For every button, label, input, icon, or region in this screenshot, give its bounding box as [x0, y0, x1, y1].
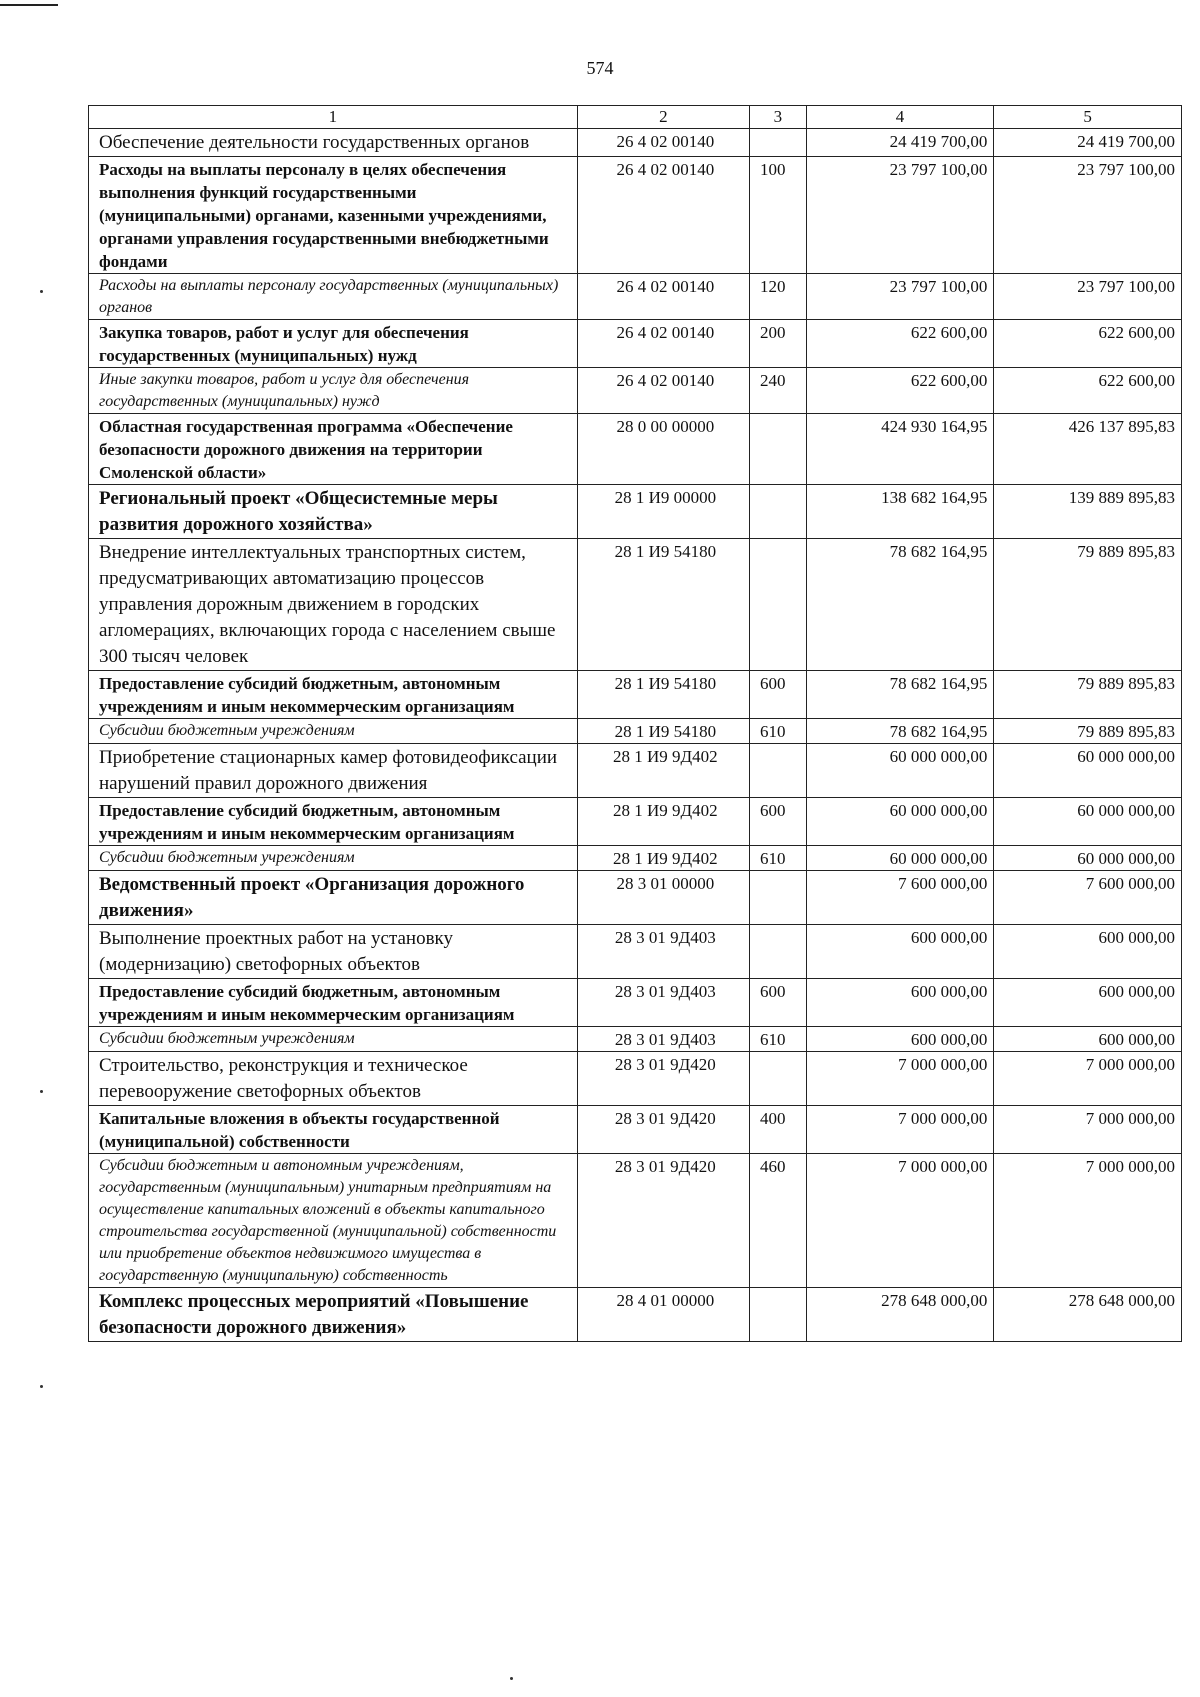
expense-type-cell: 400	[750, 1106, 807, 1154]
table-row	[89, 274, 1182, 320]
amount-year1-cell: 78 682 164,95	[806, 539, 994, 671]
table-row	[89, 798, 1182, 846]
amount-year1-cell: 138 682 164,95	[806, 485, 994, 539]
amount-year1-cell: 60 000 000,00	[806, 846, 994, 871]
amount-year1-cell: 278 648 000,00	[806, 1288, 994, 1342]
table-row	[89, 846, 1182, 871]
budget-table	[88, 105, 1182, 1342]
expense-type-cell	[750, 414, 807, 485]
target-code-cell: 28 1 И9 9Д402	[577, 744, 749, 798]
row-name-cell: Областная государственная программа «Обеспечение безопасности дорожного движения на территории Смоленской области»	[89, 414, 578, 485]
row-name-cell: Выполнение проектных работ на установку (модернизацию) светофорных объектов	[89, 925, 578, 979]
target-code-cell: 28 1 И9 9Д402	[577, 798, 749, 846]
target-code-cell: 26 4 02 00140	[577, 157, 749, 274]
scan-speck	[40, 1090, 43, 1093]
table-row	[89, 414, 1182, 485]
target-code-cell: 28 0 00 00000	[577, 414, 749, 485]
table-row	[89, 1106, 1182, 1154]
target-code-cell: 28 1 И9 00000	[577, 485, 749, 539]
row-name-cell: Строительство, реконструкция и техническое перевооружение светофорных объектов	[89, 1052, 578, 1106]
amount-year1-cell: 600 000,00	[806, 1027, 994, 1052]
amount-year2-cell: 278 648 000,00	[994, 1288, 1182, 1342]
column-header: 3	[750, 106, 807, 129]
expense-type-cell: 240	[750, 368, 807, 414]
amount-year1-cell: 7 000 000,00	[806, 1154, 994, 1288]
row-name-cell: Приобретение стационарных камер фотовидеофиксации нарушений правил дорожного движения	[89, 744, 578, 798]
amount-year1-cell: 78 682 164,95	[806, 671, 994, 719]
expense-type-cell: 460	[750, 1154, 807, 1288]
amount-year1-cell: 7 600 000,00	[806, 871, 994, 925]
row-name-cell: Субсидии бюджетным и автономным учреждениям, государственным (муниципальным) унитарным предприятиям на осуществление капитальных вложений в объекты капитального строительства государственной (муниципальной) собственности или приобретение объектов недвижимого имущества в государственную (муниципальную) собственность	[89, 1154, 578, 1288]
amount-year2-cell: 60 000 000,00	[994, 798, 1182, 846]
row-name-cell: Предоставление субсидий бюджетным, автономным учреждениям и иным некоммерческим организациям	[89, 798, 578, 846]
target-code-cell: 28 3 01 9Д403	[577, 1027, 749, 1052]
table-row	[89, 157, 1182, 274]
expense-type-cell	[750, 1288, 807, 1342]
amount-year2-cell: 7 600 000,00	[994, 871, 1182, 925]
target-code-cell: 28 3 01 9Д403	[577, 925, 749, 979]
row-name-cell: Комплекс процессных мероприятий «Повышение безопасности дорожного движения»	[89, 1288, 578, 1342]
column-header: 5	[994, 106, 1182, 129]
expense-type-cell: 600	[750, 671, 807, 719]
row-name-cell: Предоставление субсидий бюджетным, автономным учреждениям и иным некоммерческим организациям	[89, 671, 578, 719]
page-number: 574	[586, 58, 614, 78]
table-row	[89, 719, 1182, 744]
scan-speck	[510, 1677, 513, 1680]
target-code-cell: 28 1 И9 54180	[577, 719, 749, 744]
amount-year1-cell: 23 797 100,00	[806, 157, 994, 274]
scan-corner-line	[0, 4, 58, 6]
table-row	[89, 485, 1182, 539]
amount-year2-cell: 60 000 000,00	[994, 744, 1182, 798]
amount-year1-cell: 24 419 700,00	[806, 129, 994, 157]
row-name-cell: Расходы на выплаты персоналу государственных (муниципальных) органов	[89, 274, 578, 320]
target-code-cell: 28 1 И9 54180	[577, 539, 749, 671]
amount-year2-cell: 7 000 000,00	[994, 1154, 1182, 1288]
amount-year2-cell: 79 889 895,83	[994, 539, 1182, 671]
target-code-cell: 28 1 И9 54180	[577, 671, 749, 719]
target-code-cell: 28 3 01 9Д420	[577, 1052, 749, 1106]
column-header: 1	[89, 106, 578, 129]
row-name-cell: Обеспечение деятельности государственных органов	[89, 129, 578, 157]
table-row	[89, 925, 1182, 979]
amount-year2-cell: 622 600,00	[994, 368, 1182, 414]
amount-year1-cell: 600 000,00	[806, 925, 994, 979]
expense-type-cell	[750, 129, 807, 157]
table-row	[89, 871, 1182, 925]
amount-year2-cell: 600 000,00	[994, 1027, 1182, 1052]
target-code-cell: 28 3 01 9Д420	[577, 1154, 749, 1288]
expense-type-cell: 100	[750, 157, 807, 274]
amount-year1-cell: 60 000 000,00	[806, 744, 994, 798]
row-name-cell: Внедрение интеллектуальных транспортных систем, предусматривающих автоматизацию процессов управления дорожным движением в городских агломерациях, включающих города с населением свыше 300 тысяч человек	[89, 539, 578, 671]
row-name-cell: Субсидии бюджетным учреждениям	[89, 719, 578, 744]
amount-year1-cell: 622 600,00	[806, 368, 994, 414]
amount-year2-cell: 622 600,00	[994, 320, 1182, 368]
amount-year1-cell: 424 930 164,95	[806, 414, 994, 485]
amount-year1-cell: 23 797 100,00	[806, 274, 994, 320]
target-code-cell: 28 4 01 00000	[577, 1288, 749, 1342]
target-code-cell: 28 3 01 9Д403	[577, 979, 749, 1027]
amount-year1-cell: 78 682 164,95	[806, 719, 994, 744]
amount-year2-cell: 426 137 895,83	[994, 414, 1182, 485]
expense-type-cell	[750, 871, 807, 925]
column-header: 2	[577, 106, 749, 129]
expense-type-cell: 120	[750, 274, 807, 320]
row-name-cell: Региональный проект «Общесистемные меры развития дорожного хозяйства»	[89, 485, 578, 539]
amount-year2-cell: 23 797 100,00	[994, 157, 1182, 274]
amount-year2-cell: 600 000,00	[994, 979, 1182, 1027]
row-name-cell: Расходы на выплаты персоналу в целях обеспечения выполнения функций государственными (муниципальными) органами, казенными учреждениями, органами управления государственными внебюджетными фондами	[89, 157, 578, 274]
row-name-cell: Закупка товаров, работ и услуг для обеспечения государственных (муниципальных) нужд	[89, 320, 578, 368]
expense-type-cell: 200	[750, 320, 807, 368]
amount-year2-cell: 24 419 700,00	[994, 129, 1182, 157]
target-code-cell: 28 1 И9 9Д402	[577, 846, 749, 871]
amount-year2-cell: 79 889 895,83	[994, 671, 1182, 719]
amount-year1-cell: 622 600,00	[806, 320, 994, 368]
amount-year2-cell: 60 000 000,00	[994, 846, 1182, 871]
amount-year1-cell: 7 000 000,00	[806, 1052, 994, 1106]
expense-type-cell	[750, 925, 807, 979]
amount-year1-cell: 600 000,00	[806, 979, 994, 1027]
amount-year1-cell: 7 000 000,00	[806, 1106, 994, 1154]
expense-type-cell	[750, 485, 807, 539]
expense-type-cell	[750, 1052, 807, 1106]
target-code-cell: 28 3 01 00000	[577, 871, 749, 925]
expense-type-cell: 600	[750, 979, 807, 1027]
target-code-cell: 26 4 02 00140	[577, 274, 749, 320]
scan-speck	[40, 290, 43, 293]
amount-year2-cell: 23 797 100,00	[994, 274, 1182, 320]
table-row	[89, 539, 1182, 671]
scan-speck	[40, 1385, 43, 1388]
target-code-cell: 26 4 02 00140	[577, 368, 749, 414]
target-code-cell: 26 4 02 00140	[577, 320, 749, 368]
expense-type-cell: 610	[750, 719, 807, 744]
table-row	[89, 1052, 1182, 1106]
table-row	[89, 1154, 1182, 1288]
table-row	[89, 1288, 1182, 1342]
target-code-cell: 28 3 01 9Д420	[577, 1106, 749, 1154]
table-row	[89, 979, 1182, 1027]
amount-year1-cell: 60 000 000,00	[806, 798, 994, 846]
row-name-cell: Ведомственный проект «Организация дорожного движения»	[89, 871, 578, 925]
row-name-cell: Субсидии бюджетным учреждениям	[89, 1027, 578, 1052]
table-row	[89, 744, 1182, 798]
row-name-cell: Предоставление субсидий бюджетным, автономным учреждениям и иным некоммерческим организациям	[89, 979, 578, 1027]
amount-year2-cell: 7 000 000,00	[994, 1106, 1182, 1154]
amount-year2-cell: 79 889 895,83	[994, 719, 1182, 744]
expense-type-cell: 610	[750, 846, 807, 871]
row-name-cell: Субсидии бюджетным учреждениям	[89, 846, 578, 871]
table-row	[89, 129, 1182, 157]
table-row	[89, 671, 1182, 719]
row-name-cell: Капитальные вложения в объекты государственной (муниципальной) собственности	[89, 1106, 578, 1154]
target-code-cell: 26 4 02 00140	[577, 129, 749, 157]
table-row	[89, 368, 1182, 414]
table-row	[89, 320, 1182, 368]
column-header: 4	[806, 106, 994, 129]
row-name-cell: Иные закупки товаров, работ и услуг для обеспечения государственных (муниципальных) нужд	[89, 368, 578, 414]
expense-type-cell: 610	[750, 1027, 807, 1052]
expense-type-cell	[750, 539, 807, 671]
amount-year2-cell: 7 000 000,00	[994, 1052, 1182, 1106]
amount-year2-cell: 139 889 895,83	[994, 485, 1182, 539]
amount-year2-cell: 600 000,00	[994, 925, 1182, 979]
expense-type-cell	[750, 744, 807, 798]
table-header-row	[89, 106, 1182, 129]
table-row	[89, 1027, 1182, 1052]
expense-type-cell: 600	[750, 798, 807, 846]
